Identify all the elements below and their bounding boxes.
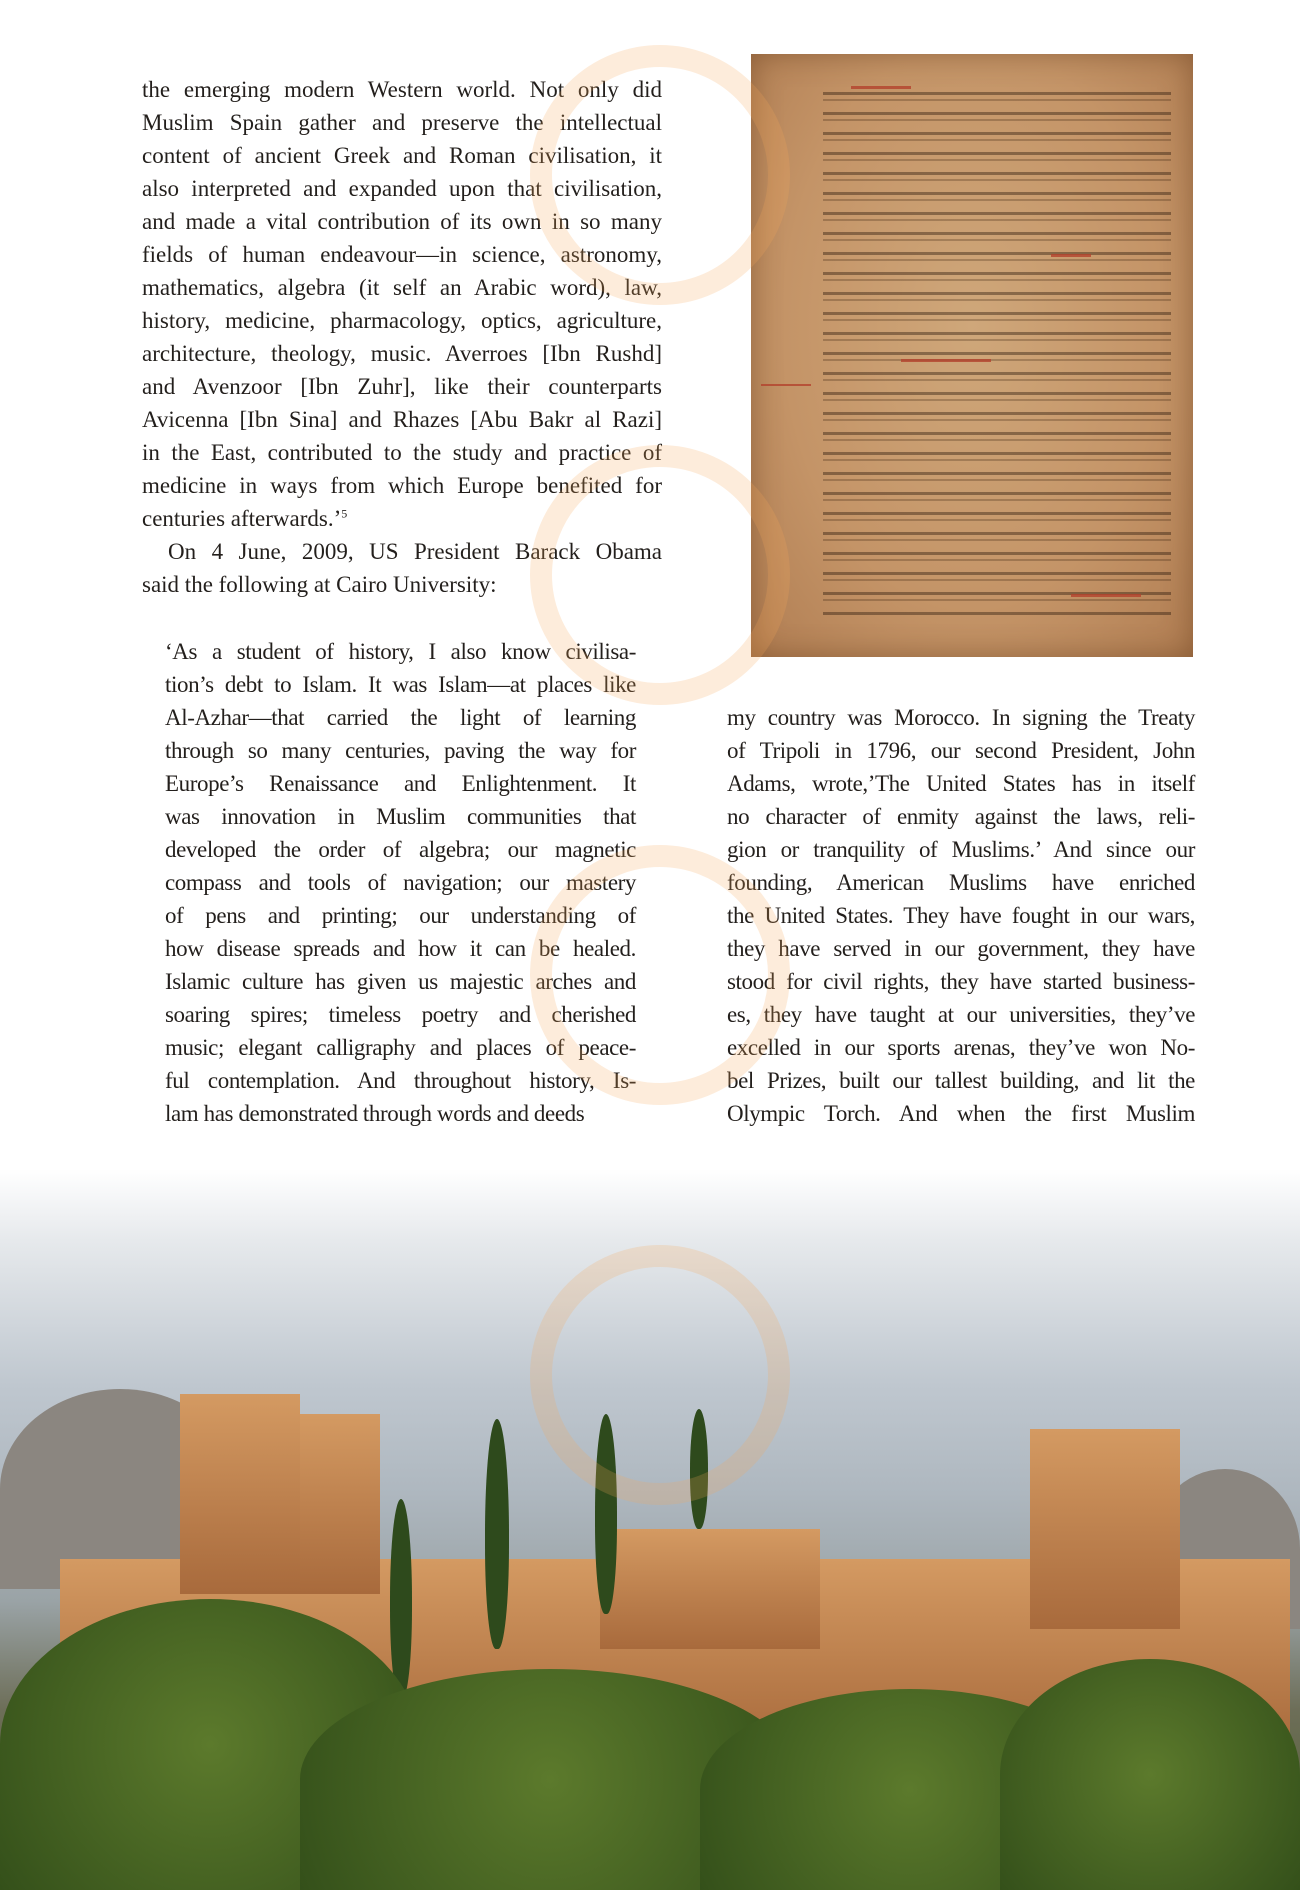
text-line: excelled in our sports arenas, they’ve won No- [727, 1035, 1195, 1060]
text-line: compass and tools of navigation; our mastery [165, 870, 636, 895]
text-line: soaring spires; timeless poetry and cherished [165, 1002, 636, 1027]
text-line: centuries afterwards.’$^5$ [142, 506, 348, 531]
text-line: through so many centuries, paving the way for [165, 738, 636, 763]
text-line: Islamic culture has given us majestic arches and [165, 969, 636, 994]
text-line: content of ancient Greek and Roman civilisation, it [142, 143, 662, 168]
text-line: stood for civil rights, they have started business- [727, 969, 1195, 994]
text-line: fields of human endeavour—in science, astronomy, [142, 242, 662, 267]
text-line: bel Prizes, built our tallest building, and lit the [727, 1068, 1195, 1093]
text-line: medicine in ways from which Europe benefited for [142, 473, 662, 498]
cypress-tree [595, 1414, 617, 1614]
manuscript-rubric [1071, 594, 1141, 597]
text-line: tion’s debt to Islam. It was Islam—at places like [165, 672, 636, 697]
manuscript-rubric [851, 86, 911, 89]
text-line: and Avenzoor [Ibn Zuhr], like their counterparts [142, 374, 662, 399]
text-line: said the following at Cairo University: [142, 572, 497, 597]
text-line: the United States. They have fought in our wars, [727, 903, 1195, 928]
obama-quote-block [165, 635, 636, 1130]
manuscript-script [823, 92, 1171, 617]
tower [300, 1414, 380, 1594]
manuscript-margin-note [761, 384, 811, 386]
text-line: Al-Azhar—that carried the light of learning [165, 705, 636, 730]
text-line: founding, American Muslims have enriched [727, 870, 1195, 895]
text-line: Olympic Torch. And when the first Muslim [727, 1101, 1195, 1126]
text-line: developed the order of algebra; our magnetic [165, 837, 636, 862]
text-line: no character of enmity against the laws, reli- [727, 804, 1195, 829]
text-line: Europe’s Renaissance and Enlightenment. It [165, 771, 636, 796]
text-line: mathematics, algebra (it self an Arabic word), law, [142, 275, 662, 300]
text-line: ful contemplation. And throughout history, Is- [165, 1068, 636, 1093]
text-line: of Tripoli in 1796, our second President, John [727, 738, 1195, 763]
tower [180, 1394, 300, 1594]
text-line: also interpreted and expanded upon that civilisation, [142, 176, 662, 201]
cypress-tree [390, 1499, 412, 1699]
footnote-ref[interactable]: 5 [341, 506, 348, 521]
manuscript-rubric [901, 359, 991, 362]
text-line: gion or tranquility of Muslims.’ And since our [727, 837, 1195, 862]
text-line: es, they have taught at our universities, they’ve [727, 1002, 1195, 1027]
text-line: Avicenna [Ibn Sina] and Rhazes [Abu Bakr al Razi] [142, 407, 662, 432]
text-line: Adams, wrote,’The United States has in itself [727, 771, 1195, 796]
text-line: they have served in our government, they have [727, 936, 1195, 961]
cypress-tree [690, 1409, 708, 1529]
text-line: my country was Morocco. In signing the Treaty [727, 705, 1195, 730]
text-line: was innovation in Muslim communities that [165, 804, 636, 829]
text-line: how disease spreads and how it can be healed. [165, 936, 636, 961]
tower [1030, 1429, 1180, 1629]
text-line: the emerging modern Western world. Not only did [142, 77, 662, 102]
text-line: On 4 June, 2009, US President Barack Obama [168, 539, 662, 564]
text-line: and made a vital contribution of its own in so many [142, 209, 662, 234]
body-text-left-column [142, 73, 662, 601]
text-line: Muslim Spain gather and preserve the intellectual [142, 110, 662, 135]
text-line: history, medicine, pharmacology, optics, agriculture, [142, 308, 662, 333]
text-line: ‘As a student of history, I also know civilisa- [165, 639, 636, 664]
manuscript-rubric [1051, 254, 1091, 257]
text-line: architecture, theology, music. Averroes [Ibn Rushd] [142, 341, 662, 366]
trees [1000, 1659, 1300, 1890]
arabic-manuscript-image [751, 54, 1193, 657]
text-line: of pens and printing; our understanding of [165, 903, 636, 928]
text-line: lam has demonstrated through words and deeds [165, 1101, 585, 1126]
palace-building [600, 1529, 820, 1649]
alhambra-photo [0, 1169, 1300, 1890]
cypress-tree [485, 1419, 509, 1649]
text-line: music; elegant calligraphy and places of peace- [165, 1035, 636, 1060]
body-text-right-column [727, 701, 1195, 1130]
text-line: in the East, contributed to the study and practice of [142, 440, 662, 465]
